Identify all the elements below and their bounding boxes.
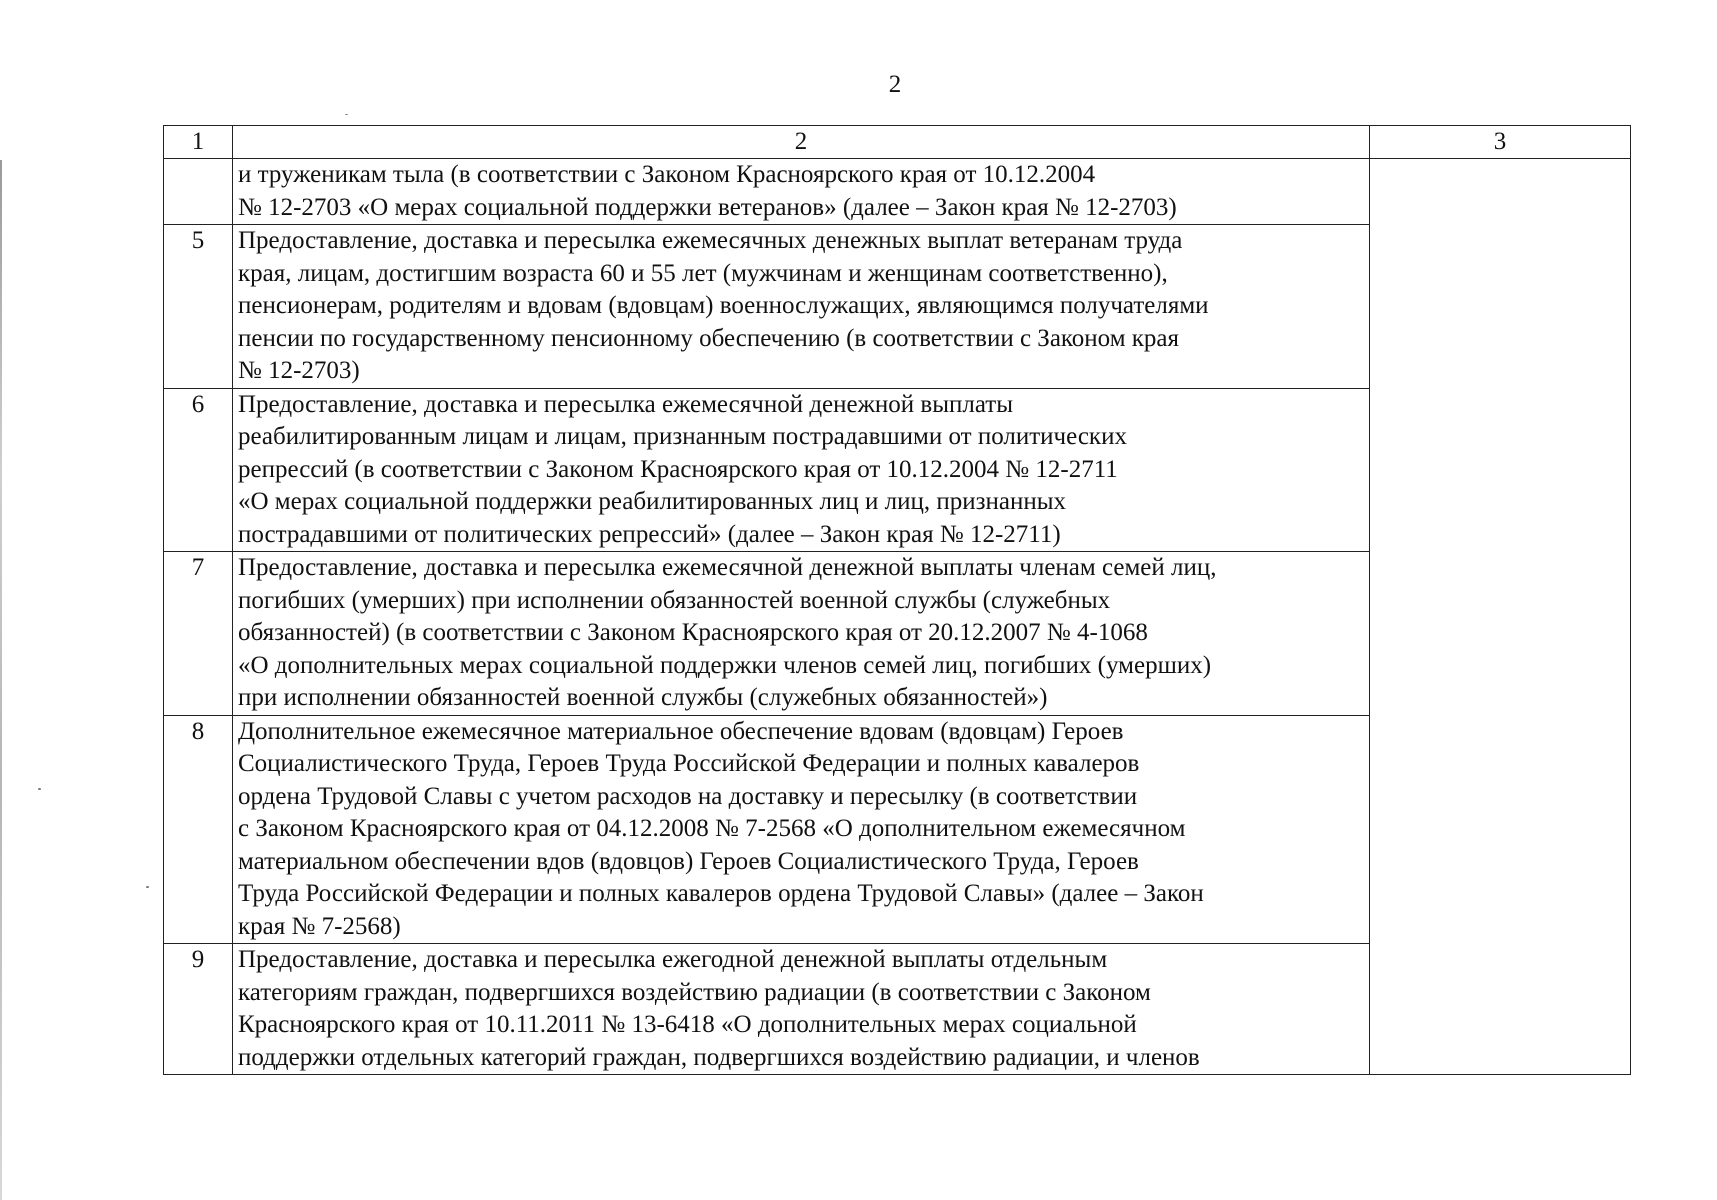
description-line: при исполнении обязанностей военной службы (служебных обязанностей») [238, 684, 1048, 711]
description-line: Труда Российской Федерации и полных кавалеров ордена Трудовой Славы» (далее – Закон [238, 880, 1204, 907]
description-line: репрессий (в соответствии с Законом Красноярского края от 10.12.2004 № 12-2711 [238, 455, 1118, 483]
row-number: 6 [164, 388, 233, 552]
description-line: поддержки отдельных категорий граждан, подвергшихся воздействию радиации, и членов [238, 1043, 1200, 1071]
row-description [233, 225, 1370, 389]
table-row [164, 159, 1631, 225]
scan-speck [146, 886, 149, 888]
row-description [233, 159, 1370, 225]
description-line: Дополнительное ежемесячное материальное обеспечение вдовам (вдовцам) Героев [238, 717, 1124, 745]
description-line: Предоставление, доставка и пересылка ежегодной денежной выплаты отдельным [238, 946, 1108, 973]
description-line: края № 7-2568) [238, 912, 401, 940]
scan-speck [38, 788, 41, 790]
row-description [233, 552, 1370, 716]
col-3-cell [1370, 159, 1631, 1075]
header-col-1: 1 [164, 126, 233, 159]
header-col-2: 2 [233, 126, 1370, 159]
row-number [164, 159, 233, 225]
row-description [233, 944, 1370, 1075]
row-number: 7 [164, 552, 233, 716]
scan-speck [345, 114, 348, 115]
table-header-row [164, 126, 1631, 159]
description-line: Предоставление, доставка и пересылка ежемесячных денежных выплат ветеранам труда [238, 227, 1183, 254]
row-description [233, 388, 1370, 552]
description-line: Предоставление, доставка и пересылка ежемесячной денежной выплаты членам семей лиц, [238, 554, 1217, 581]
description-line: категориям граждан, подвергшихся воздействию радиации (в соответствии с Законом [238, 978, 1151, 1006]
description-line: «О дополнительных мерах социальной поддержки членов семей лиц, погибших (умерших) [238, 651, 1212, 679]
description-line: Социалистического Труда, Героев Труда Российской Федерации и полных кавалеров [238, 750, 1140, 777]
description-line: № 12-2703 «О мерах социальной поддержки ветеранов» (далее – Закон края № 12-2703) [238, 193, 1177, 221]
description-line: края, лицам, достигшим возраста 60 и 55 лет (мужчинам и женщинам соответственно), [238, 259, 1168, 287]
table-body [164, 126, 1631, 1075]
row-description [233, 715, 1370, 944]
description-line: материальном обеспечении вдов (вдовцов) Героев Социалистического Труда, Героев [238, 847, 1139, 875]
header-col-3: 3 [1370, 126, 1631, 159]
description-line: обязанностей) (в соответствии с Законом Красноярского края от 20.12.2007 № 4-1068 [238, 619, 1148, 646]
description-line: и труженикам тыла (в соответствии с Законом Красноярского края от 10.12.2004 [238, 161, 1096, 188]
row-number: 8 [164, 715, 233, 944]
row-number: 9 [164, 944, 233, 1075]
description-line: погибших (умерших) при исполнении обязанностей военной службы (служебных [238, 586, 1111, 614]
description-line: ордена Трудовой Славы с учетом расходов на доставку и пересылку (в соответствии [238, 782, 1138, 810]
description-line: пенсионерам, родителям и вдовам (вдовцам) военнослужащих, являющимся получателями [238, 292, 1209, 319]
description-line: пенсии по государственному пенсионному обеспечению (в соответствии с Законом края [238, 324, 1180, 352]
page-number: 2 [888, 71, 902, 98]
description-line: с Законом Красноярского края от 04.12.2008 № 7-2568 «О дополнительном ежемесячном [238, 815, 1186, 842]
services-table [163, 125, 1631, 1075]
description-line: № 12-2703) [238, 357, 360, 384]
description-line: реабилитированным лицам и лицам, признанным пострадавшими от политических [238, 423, 1127, 450]
description-line: Предоставление, доставка и пересылка ежемесячной денежной выплаты [238, 390, 1014, 418]
row-number: 5 [164, 225, 233, 389]
scan-edge [0, 160, 2, 1200]
description-line: Красноярского края от 10.11.2011 № 13-6418 «О дополнительных мерах социальной [238, 1011, 1137, 1038]
description-line: «О мерах социальной поддержки реабилитированных лиц и лиц, признанных [238, 488, 1067, 515]
description-line: пострадавшими от политических репрессий» (далее – Закон края № 12-2711) [238, 520, 1061, 548]
